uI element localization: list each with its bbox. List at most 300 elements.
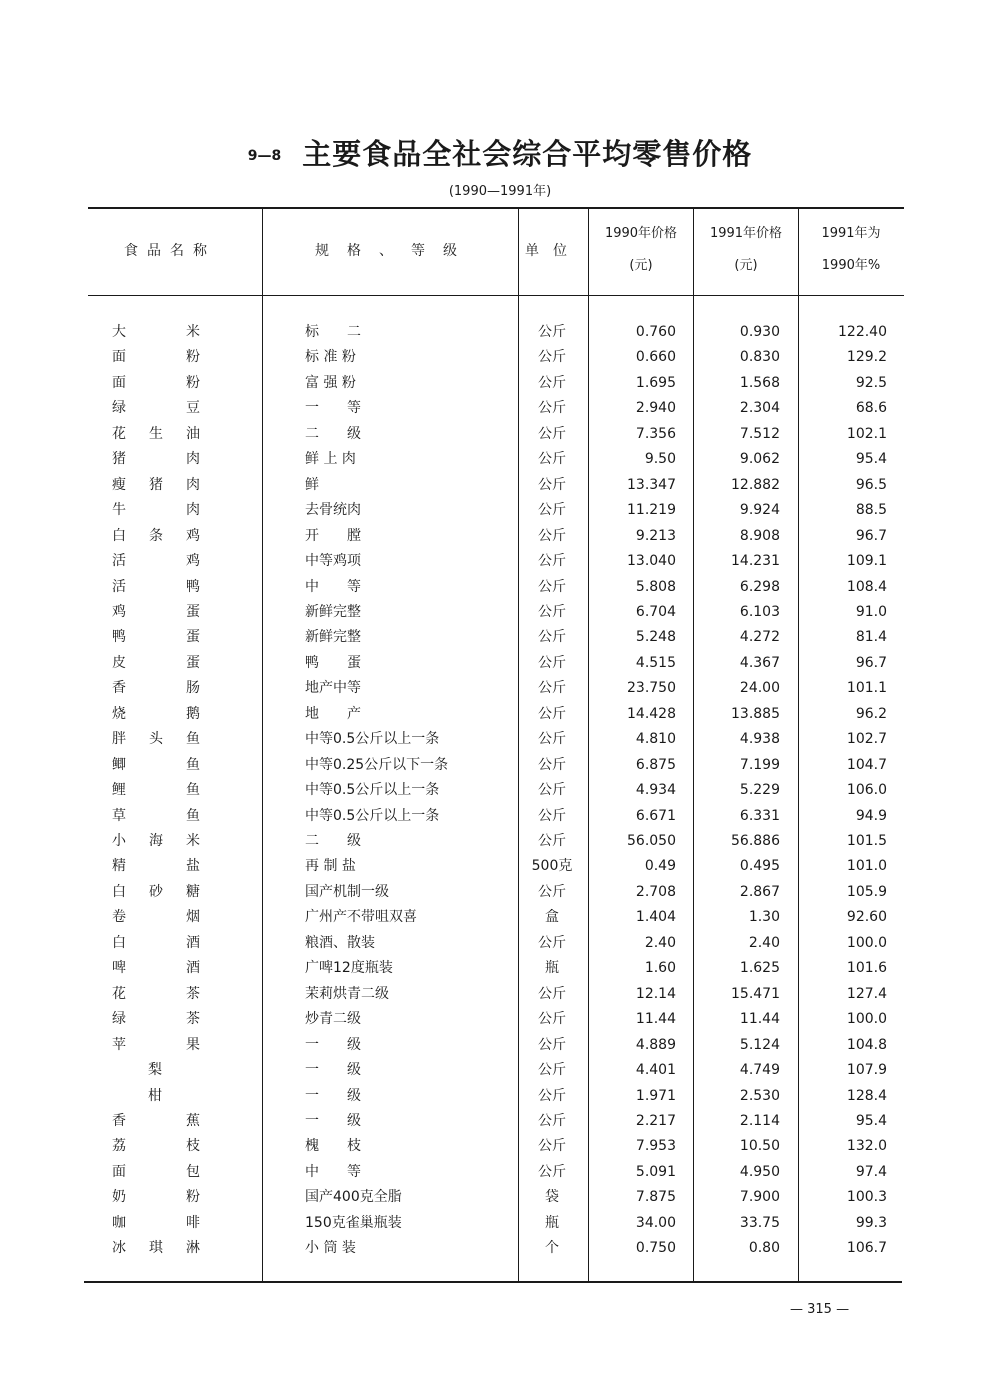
header-percent bbox=[800, 218, 902, 282]
table-row bbox=[0, 676, 1000, 701]
food-name bbox=[112, 371, 200, 396]
table-row bbox=[0, 345, 1000, 370]
table-row bbox=[0, 498, 1000, 523]
price-1990: 56.050 bbox=[627, 833, 676, 849]
price-1991: 14.231 bbox=[731, 553, 780, 570]
spec-grade: 二 级 bbox=[305, 833, 361, 849]
food-name-char: 咖 bbox=[112, 1214, 126, 1231]
unit: 公斤 bbox=[538, 527, 566, 544]
table-row bbox=[0, 600, 1000, 625]
header-percent-line2: 1990年% bbox=[821, 258, 881, 273]
food-name-char: 鸭 bbox=[186, 578, 200, 595]
food-name-char: 茶 bbox=[186, 1011, 200, 1028]
price-1991: 9.062 bbox=[739, 451, 780, 468]
price-1990: 6.671 bbox=[635, 807, 676, 824]
food-name-char: 蛋 bbox=[186, 629, 200, 646]
table-row bbox=[0, 982, 1000, 1007]
table-row bbox=[0, 625, 1000, 650]
spec-grade: 中等0.25公斤以下一条 bbox=[305, 756, 449, 773]
spec-grade: 标 二 bbox=[305, 324, 361, 340]
food-name-char: 面 bbox=[112, 349, 126, 366]
food-name bbox=[112, 982, 200, 1007]
spec-grade: 茉莉烘青二级 bbox=[305, 985, 389, 1002]
price-1991: 5.124 bbox=[739, 1036, 780, 1053]
percent-of-1990: 81.4 bbox=[855, 629, 887, 646]
food-name-char: 鱼 bbox=[186, 782, 200, 799]
spec-grade: 中等0.5公斤以上一条 bbox=[305, 807, 440, 824]
unit: 公斤 bbox=[538, 985, 566, 1002]
table-row bbox=[0, 473, 1000, 498]
table-row bbox=[0, 422, 1000, 447]
food-name bbox=[112, 1185, 200, 1210]
food-name bbox=[112, 524, 200, 549]
unit: 公斤 bbox=[538, 934, 566, 951]
spec-grade: 再 制 盐 bbox=[305, 858, 356, 875]
unit: 公斤 bbox=[538, 654, 566, 671]
food-name-char: 鸡 bbox=[112, 603, 126, 620]
table-row bbox=[0, 1134, 1000, 1159]
price-1990: 12.14 bbox=[635, 985, 676, 1002]
table-row bbox=[0, 1007, 1000, 1032]
food-name-char: 米 bbox=[186, 324, 200, 340]
food-name bbox=[112, 727, 200, 752]
table-row bbox=[0, 727, 1000, 752]
food-name-char: 条 bbox=[149, 527, 163, 544]
percent-of-1990: 102.7 bbox=[846, 731, 887, 748]
table-row bbox=[0, 854, 1000, 879]
price-1991: 6.331 bbox=[739, 807, 780, 824]
unit: 公斤 bbox=[538, 807, 566, 824]
food-name-char: 精 bbox=[112, 858, 126, 875]
price-1991: 2.530 bbox=[739, 1087, 780, 1104]
table-row bbox=[0, 1185, 1000, 1210]
food-name bbox=[112, 498, 200, 523]
spec-grade: 鲜 bbox=[305, 476, 319, 493]
unit: 盒 bbox=[545, 909, 559, 926]
food-name bbox=[112, 396, 200, 421]
spec-grade: 广州产不带咀双喜 bbox=[305, 909, 417, 926]
percent-of-1990: 104.8 bbox=[846, 1036, 887, 1053]
food-name bbox=[112, 778, 200, 803]
food-name-char: 活 bbox=[112, 553, 126, 570]
percent-of-1990: 100.0 bbox=[846, 1011, 887, 1028]
percent-of-1990: 96.2 bbox=[855, 705, 887, 722]
price-1990: 5.248 bbox=[635, 629, 676, 646]
table-row bbox=[0, 829, 1000, 854]
header-unit: 单位 bbox=[525, 243, 581, 259]
price-1990: 7.875 bbox=[635, 1189, 676, 1206]
price-1990: 1.60 bbox=[644, 960, 676, 977]
price-1990: 9.50 bbox=[644, 451, 676, 468]
percent-of-1990: 95.4 bbox=[855, 1112, 887, 1129]
food-name-char: 活 bbox=[112, 578, 126, 595]
percent-of-1990: 102.1 bbox=[846, 425, 887, 442]
food-name-char: 冰 bbox=[112, 1240, 126, 1257]
spec-grade: 新鲜完整 bbox=[305, 629, 361, 646]
food-name bbox=[148, 1084, 188, 1109]
food-name-char: 酒 bbox=[186, 960, 200, 977]
food-name bbox=[112, 651, 200, 676]
table-row bbox=[0, 371, 1000, 396]
food-name-char: 鲫 bbox=[112, 756, 126, 773]
food-name-char: 啤 bbox=[112, 960, 126, 977]
food-name-char: 柑 bbox=[148, 1087, 162, 1104]
food-name-char: 盐 bbox=[186, 858, 200, 875]
price-1991: 12.882 bbox=[731, 476, 780, 493]
price-1990: 6.704 bbox=[635, 603, 676, 620]
unit: 公斤 bbox=[538, 833, 566, 849]
unit: 公斤 bbox=[538, 1163, 566, 1180]
unit: 公斤 bbox=[538, 705, 566, 722]
price-1991: 11.44 bbox=[739, 1011, 780, 1028]
food-name-char: 肠 bbox=[186, 680, 200, 697]
price-1990: 2.217 bbox=[635, 1112, 676, 1129]
food-name-char: 酒 bbox=[186, 934, 200, 951]
table-row bbox=[0, 575, 1000, 600]
food-name-char: 豆 bbox=[186, 400, 200, 417]
price-1990: 4.515 bbox=[635, 654, 676, 671]
percent-of-1990: 104.7 bbox=[846, 756, 887, 773]
price-1990: 0.750 bbox=[635, 1240, 676, 1257]
unit: 公斤 bbox=[538, 502, 566, 519]
food-name-char: 蕉 bbox=[186, 1112, 200, 1129]
percent-of-1990: 68.6 bbox=[855, 400, 887, 417]
food-name bbox=[112, 829, 200, 854]
food-name-char: 绿 bbox=[112, 1011, 126, 1028]
food-name-char: 荔 bbox=[112, 1138, 126, 1155]
price-1990: 4.401 bbox=[635, 1062, 676, 1079]
food-name-char: 绿 bbox=[112, 400, 126, 417]
food-name-char: 肉 bbox=[186, 502, 200, 519]
price-1991: 7.900 bbox=[739, 1189, 780, 1206]
percent-of-1990: 109.1 bbox=[846, 553, 887, 570]
food-name-char: 白 bbox=[112, 934, 126, 951]
header-price-1990 bbox=[590, 218, 692, 282]
spec-grade: 新鲜完整 bbox=[305, 603, 361, 620]
percent-of-1990: 99.3 bbox=[855, 1214, 887, 1231]
unit: 公斤 bbox=[538, 756, 566, 773]
price-1990: 11.219 bbox=[627, 502, 676, 519]
price-1991: 1.568 bbox=[739, 374, 780, 391]
food-name bbox=[112, 345, 200, 370]
price-1991: 1.625 bbox=[739, 960, 780, 977]
table-number: 9—8 bbox=[247, 148, 282, 164]
food-name-char: 米 bbox=[186, 833, 200, 849]
table-row bbox=[0, 1058, 1000, 1083]
price-1990: 4.810 bbox=[635, 731, 676, 748]
price-1990: 13.040 bbox=[627, 553, 676, 570]
table-row bbox=[0, 778, 1000, 803]
food-name-char: 鲤 bbox=[112, 782, 126, 799]
page-number: — 315 — bbox=[790, 1302, 850, 1317]
food-name bbox=[112, 880, 200, 905]
spec-grade: 一 级 bbox=[305, 1036, 361, 1053]
percent-of-1990: 94.9 bbox=[855, 807, 887, 824]
header-spec: 规格、等级 bbox=[315, 243, 475, 259]
unit: 公斤 bbox=[538, 349, 566, 366]
price-1991: 0.930 bbox=[739, 324, 780, 340]
percent-of-1990: 91.0 bbox=[855, 603, 887, 620]
table-row bbox=[0, 931, 1000, 956]
food-name-char: 面 bbox=[112, 1163, 126, 1180]
table-bottom-rule bbox=[84, 1281, 902, 1283]
header-bottom-rule bbox=[88, 295, 904, 296]
unit: 公斤 bbox=[538, 782, 566, 799]
percent-of-1990: 96.7 bbox=[855, 527, 887, 544]
food-name-char: 琪 bbox=[149, 1240, 163, 1257]
price-1991: 8.908 bbox=[739, 527, 780, 544]
food-name-char: 梨 bbox=[148, 1062, 162, 1079]
unit: 公斤 bbox=[538, 578, 566, 595]
food-name bbox=[112, 956, 200, 981]
spec-grade: 地产中等 bbox=[305, 680, 361, 697]
food-name bbox=[112, 447, 200, 472]
price-1990: 0.49 bbox=[644, 858, 676, 875]
food-name bbox=[112, 753, 200, 778]
table-top-rule bbox=[88, 207, 904, 209]
price-1991: 7.199 bbox=[739, 756, 780, 773]
table-row bbox=[0, 905, 1000, 930]
percent-of-1990: 122.40 bbox=[838, 324, 887, 340]
table-row bbox=[0, 1211, 1000, 1236]
food-name-char: 油 bbox=[186, 425, 200, 442]
food-name-char: 鱼 bbox=[186, 731, 200, 748]
price-1990: 1.695 bbox=[635, 374, 676, 391]
food-name-char: 砂 bbox=[149, 883, 163, 900]
food-name-char: 花 bbox=[112, 425, 126, 442]
food-name-char: 糖 bbox=[186, 883, 200, 900]
food-name-char: 生 bbox=[149, 425, 163, 442]
percent-of-1990: 106.0 bbox=[846, 782, 887, 799]
unit: 袋 bbox=[545, 1189, 559, 1206]
unit: 公斤 bbox=[538, 603, 566, 620]
unit: 公斤 bbox=[538, 451, 566, 468]
percent-of-1990: 96.5 bbox=[855, 476, 887, 493]
food-name-char: 茶 bbox=[186, 985, 200, 1002]
food-name bbox=[112, 473, 200, 498]
percent-of-1990: 96.7 bbox=[855, 654, 887, 671]
spec-grade: 150克雀巢瓶装 bbox=[305, 1214, 402, 1231]
price-1990: 9.213 bbox=[635, 527, 676, 544]
price-1991: 0.830 bbox=[739, 349, 780, 366]
table-title-text: 主要食品全社会综合平均零售价格 bbox=[302, 137, 753, 171]
price-1990: 4.934 bbox=[635, 782, 676, 799]
table-row bbox=[0, 524, 1000, 549]
price-1990: 14.428 bbox=[627, 705, 676, 722]
price-1991: 4.367 bbox=[739, 654, 780, 671]
price-1991: 5.229 bbox=[739, 782, 780, 799]
price-1990: 0.660 bbox=[635, 349, 676, 366]
food-name-char: 鹅 bbox=[186, 705, 200, 722]
unit: 公斤 bbox=[538, 731, 566, 748]
percent-of-1990: 97.4 bbox=[855, 1163, 887, 1180]
food-name-char: 大 bbox=[112, 324, 126, 340]
food-name-char: 烧 bbox=[112, 705, 126, 722]
food-name-char: 粉 bbox=[186, 1189, 200, 1206]
spec-grade: 槐 枝 bbox=[305, 1138, 361, 1155]
table-row bbox=[0, 1109, 1000, 1134]
unit: 公斤 bbox=[538, 553, 566, 570]
spec-grade: 中等0.5公斤以上一条 bbox=[305, 731, 440, 748]
percent-of-1990: 105.9 bbox=[846, 883, 887, 900]
table-row bbox=[0, 651, 1000, 676]
percent-of-1990: 95.4 bbox=[855, 451, 887, 468]
price-1991: 1.30 bbox=[748, 909, 780, 926]
spec-grade: 鲜 上 肉 bbox=[305, 451, 356, 468]
spec-grade: 国产400克全脂 bbox=[305, 1189, 402, 1206]
percent-of-1990: 106.7 bbox=[846, 1240, 887, 1257]
food-name-char: 包 bbox=[186, 1163, 200, 1180]
food-name-char: 头 bbox=[149, 731, 163, 748]
header-price-1990-label: 1990年价格 bbox=[604, 226, 678, 241]
food-name-char: 肉 bbox=[186, 476, 200, 493]
price-1990: 6.875 bbox=[635, 756, 676, 773]
spec-grade: 去骨统肉 bbox=[305, 502, 361, 519]
header-price-1990-unit: (元) bbox=[629, 258, 653, 273]
food-name bbox=[112, 931, 200, 956]
table-row bbox=[0, 1236, 1000, 1261]
unit: 公斤 bbox=[538, 374, 566, 391]
spec-grade: 一 级 bbox=[305, 1087, 361, 1104]
unit: 公斤 bbox=[538, 1138, 566, 1155]
food-name bbox=[112, 575, 200, 600]
unit: 公斤 bbox=[538, 1087, 566, 1104]
spec-grade: 中 等 bbox=[305, 1163, 361, 1180]
unit: 公斤 bbox=[538, 1112, 566, 1129]
unit: 公斤 bbox=[538, 680, 566, 697]
unit: 公斤 bbox=[538, 400, 566, 417]
food-name-char: 蛋 bbox=[186, 603, 200, 620]
price-1991: 33.75 bbox=[739, 1214, 780, 1231]
food-name-char: 瘦 bbox=[112, 476, 126, 493]
food-name-char: 卷 bbox=[112, 909, 126, 926]
food-name-char: 猪 bbox=[112, 451, 126, 468]
price-1991: 6.298 bbox=[739, 578, 780, 595]
header-price-1991 bbox=[695, 218, 797, 282]
unit: 个 bbox=[545, 1240, 559, 1257]
unit: 瓶 bbox=[545, 1214, 559, 1231]
spec-grade: 中等0.5公斤以上一条 bbox=[305, 782, 440, 799]
food-name-char: 蛋 bbox=[186, 654, 200, 671]
spec-grade: 一 级 bbox=[305, 1062, 361, 1079]
spec-grade: 富 强 粉 bbox=[305, 374, 356, 391]
percent-of-1990: 101.5 bbox=[846, 833, 887, 849]
food-name bbox=[112, 1211, 200, 1236]
spec-grade: 开 膛 bbox=[305, 527, 361, 544]
percent-of-1990: 92.60 bbox=[846, 909, 887, 926]
price-1991: 10.50 bbox=[739, 1138, 780, 1155]
food-name bbox=[112, 625, 200, 650]
percent-of-1990: 127.4 bbox=[846, 985, 887, 1002]
food-name-char: 苹 bbox=[112, 1036, 126, 1053]
percent-of-1990: 128.4 bbox=[846, 1087, 887, 1104]
price-1991: 6.103 bbox=[739, 603, 780, 620]
table-row bbox=[0, 1084, 1000, 1109]
food-name-char: 猪 bbox=[149, 476, 163, 493]
percent-of-1990: 101.1 bbox=[846, 680, 887, 697]
price-1990: 5.808 bbox=[635, 578, 676, 595]
price-1990: 2.940 bbox=[635, 400, 676, 417]
price-1991: 2.40 bbox=[748, 934, 780, 951]
food-name bbox=[112, 1134, 200, 1159]
price-1991: 7.512 bbox=[739, 425, 780, 442]
price-1991: 2.867 bbox=[739, 883, 780, 900]
price-1990: 34.00 bbox=[635, 1214, 676, 1231]
table-row bbox=[0, 320, 1000, 345]
price-1991: 4.272 bbox=[739, 629, 780, 646]
food-name bbox=[112, 854, 200, 879]
spec-grade: 地 产 bbox=[305, 705, 361, 722]
food-name-char: 粉 bbox=[186, 374, 200, 391]
price-1991: 56.886 bbox=[731, 833, 780, 849]
price-1990: 23.750 bbox=[627, 680, 676, 697]
price-1991: 2.304 bbox=[739, 400, 780, 417]
table-row bbox=[0, 1033, 1000, 1058]
food-name bbox=[112, 1109, 200, 1134]
header-price-1991-label: 1991年价格 bbox=[709, 226, 783, 241]
food-name bbox=[112, 1033, 200, 1058]
unit: 瓶 bbox=[545, 960, 559, 977]
spec-grade: 中 等 bbox=[305, 578, 361, 595]
percent-of-1990: 101.6 bbox=[846, 960, 887, 977]
food-name bbox=[112, 549, 200, 574]
food-name bbox=[112, 804, 200, 829]
percent-of-1990: 108.4 bbox=[846, 578, 887, 595]
unit: 公斤 bbox=[538, 883, 566, 900]
price-1990: 5.091 bbox=[635, 1163, 676, 1180]
table-row bbox=[0, 753, 1000, 778]
percent-of-1990: 88.5 bbox=[855, 502, 887, 519]
price-1991: 15.471 bbox=[731, 985, 780, 1002]
food-name bbox=[112, 702, 200, 727]
food-name-char: 白 bbox=[112, 527, 126, 544]
food-name-char: 鱼 bbox=[186, 756, 200, 773]
unit: 公斤 bbox=[538, 324, 566, 340]
price-1991: 0.495 bbox=[739, 858, 780, 875]
header-percent-line1: 1991年为 bbox=[821, 226, 881, 241]
table-row bbox=[0, 396, 1000, 421]
food-name bbox=[112, 676, 200, 701]
food-name-char: 果 bbox=[186, 1036, 200, 1053]
table-row bbox=[0, 702, 1000, 727]
price-1990: 2.708 bbox=[635, 883, 676, 900]
food-name-char: 白 bbox=[112, 883, 126, 900]
price-1991: 9.924 bbox=[739, 502, 780, 519]
table-row bbox=[0, 880, 1000, 905]
spec-grade: 广啤12度瓶装 bbox=[305, 960, 393, 977]
food-name bbox=[112, 422, 200, 447]
food-name-char: 香 bbox=[112, 680, 126, 697]
table-row bbox=[0, 956, 1000, 981]
food-name-char: 花 bbox=[112, 985, 126, 1002]
food-name-char: 草 bbox=[112, 807, 126, 824]
food-name-char: 鸭 bbox=[112, 629, 126, 646]
spec-grade: 炒青二级 bbox=[305, 1011, 361, 1028]
percent-of-1990: 132.0 bbox=[846, 1138, 887, 1155]
spec-grade: 标 准 粉 bbox=[305, 349, 356, 366]
price-1990: 7.953 bbox=[635, 1138, 676, 1155]
price-1990: 13.347 bbox=[627, 476, 676, 493]
price-1991: 13.885 bbox=[731, 705, 780, 722]
price-1991: 2.114 bbox=[739, 1112, 780, 1129]
food-name-char: 香 bbox=[112, 1112, 126, 1129]
percent-of-1990: 129.2 bbox=[846, 349, 887, 366]
food-name-char: 粉 bbox=[186, 349, 200, 366]
food-name-char: 鸡 bbox=[186, 527, 200, 544]
food-name-char: 皮 bbox=[112, 654, 126, 671]
percent-of-1990: 101.0 bbox=[846, 858, 887, 875]
food-name bbox=[148, 1058, 188, 1083]
